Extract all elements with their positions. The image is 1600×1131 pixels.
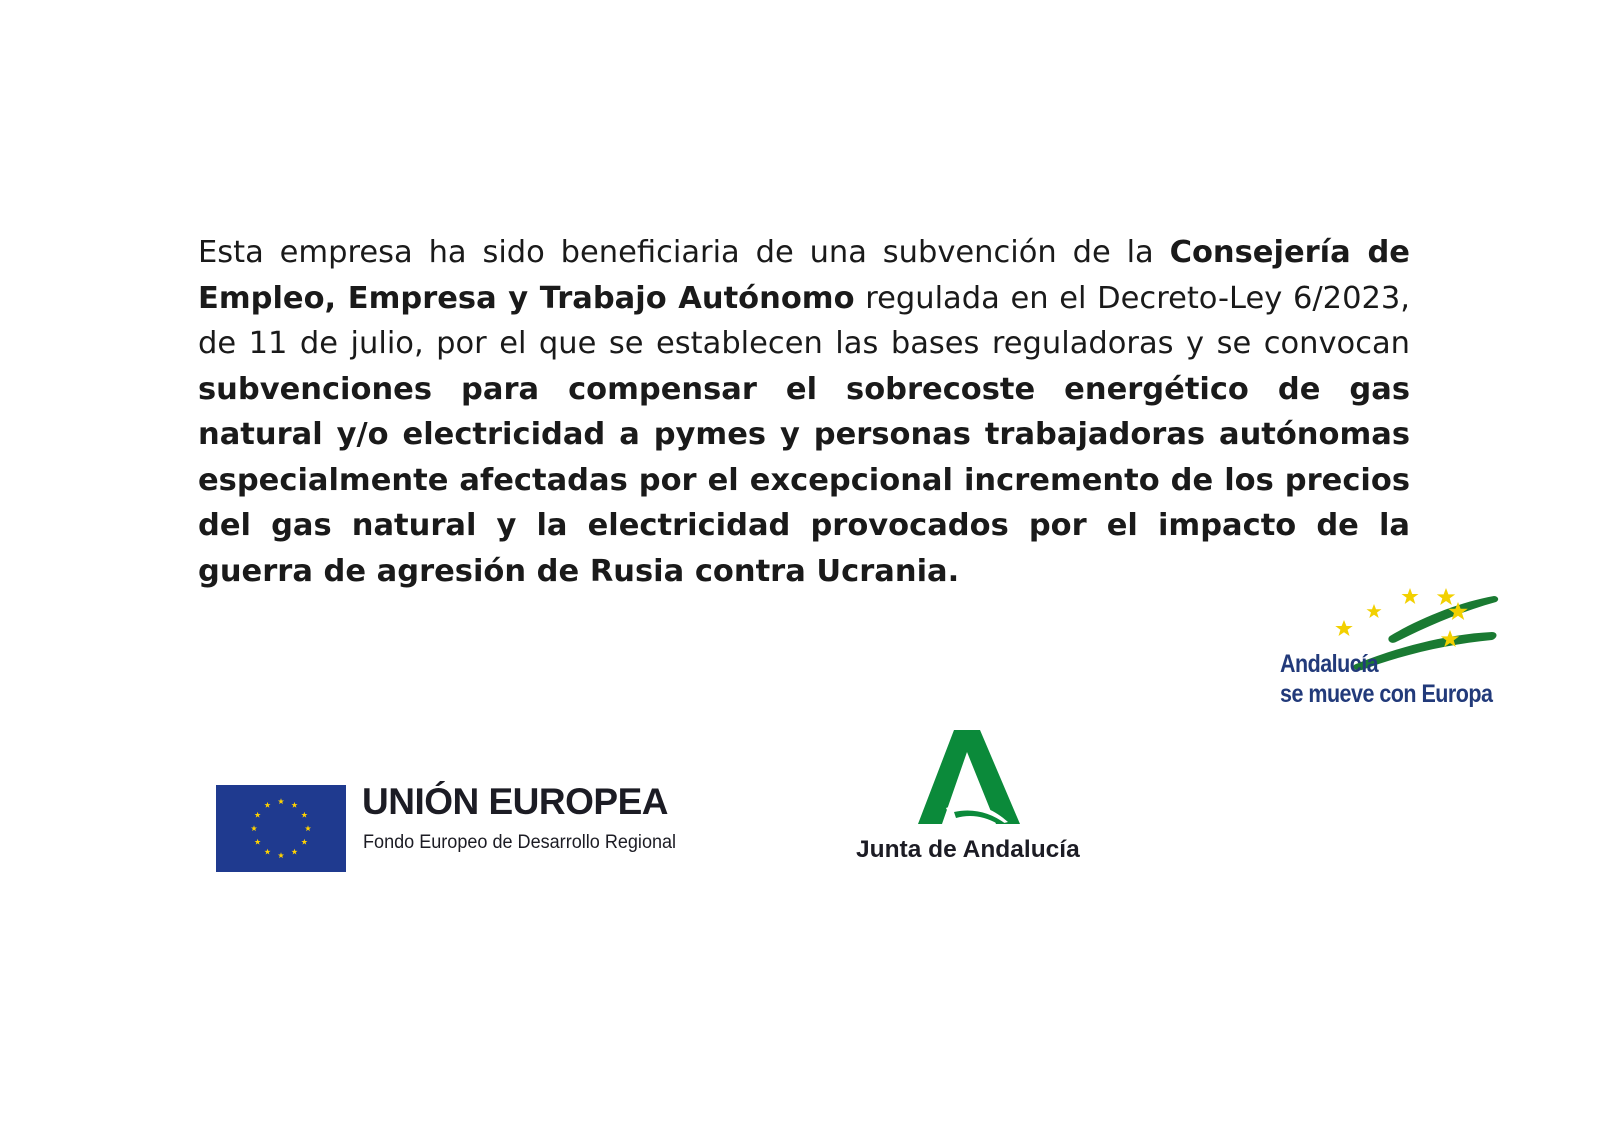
andalucia-label: Andalucía bbox=[1280, 650, 1379, 678]
eu-star-icon bbox=[291, 802, 297, 808]
eu-star-icon bbox=[305, 825, 311, 831]
eu-star-icon bbox=[301, 812, 307, 818]
notice-bold-subvenciones: subvenciones para compensar el sobrecoste energético de gas natural y/o electricidad a pymes y personas trabajadoras autónomas especialmente afectadas por el excepcional incremento de los precios del gas natural y la electricidad provocados por el impacto de la guerra de agresión de Rusia contra Ucrania. bbox=[198, 371, 1410, 589]
eu-star-icon bbox=[264, 849, 270, 855]
notice-text-2: regulada en el Decreto-Ley 6/2023, de 11 de julio, por el que se establecen las bases reguladoras y se convocan bbox=[198, 280, 1410, 361]
eu-star-icon bbox=[251, 825, 257, 831]
notice-text-1: Esta empresa ha sido beneficiaria de una subvención de la bbox=[198, 235, 1170, 270]
eu-star-icon bbox=[278, 852, 284, 858]
subsidy-notice bbox=[198, 230, 1410, 594]
union-europea-logo bbox=[216, 781, 736, 875]
se-mueve-con-europa-label: se mueve con Europa bbox=[1280, 680, 1493, 708]
junta-a-icon bbox=[916, 730, 1020, 830]
eu-star-icon bbox=[291, 849, 297, 855]
union-europea-title: UNIÓN EUROPEA bbox=[362, 781, 668, 822]
junta-de-andalucia-label: Junta de Andalucía bbox=[856, 836, 1080, 863]
eu-star-icon bbox=[255, 839, 261, 845]
junta-de-andalucia-logo bbox=[846, 730, 1086, 870]
eu-star-icon bbox=[255, 812, 261, 818]
eu-star-icon bbox=[301, 839, 307, 845]
eu-flag-icon bbox=[216, 785, 346, 872]
eu-star-icon bbox=[264, 802, 270, 808]
notice-bold-consejeria: Consejería de Empleo, Empresa y Trabajo Autónomo bbox=[198, 235, 1410, 316]
fondo-europeo-subtitle: Fondo Europeo de Desarrollo Regional bbox=[363, 832, 677, 853]
eu-star-icon bbox=[278, 798, 284, 804]
andalucia-se-mueve-con-europa-logo bbox=[1270, 588, 1550, 718]
